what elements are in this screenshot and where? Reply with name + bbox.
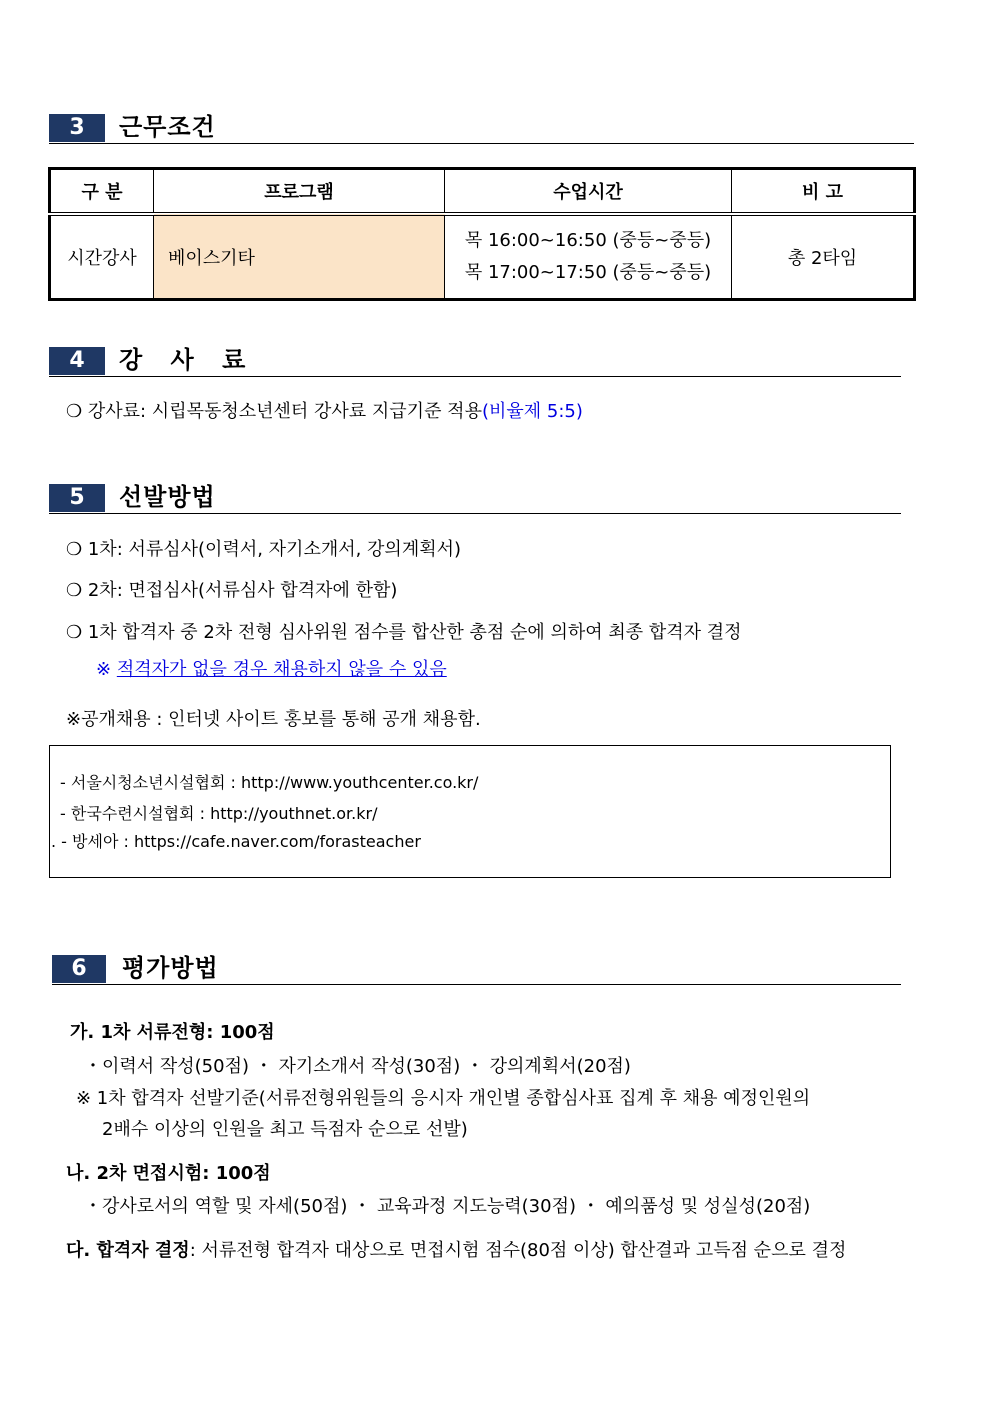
note-mark: ※ [96, 659, 117, 680]
work-conditions-table [48, 167, 916, 301]
section-title-evaluation: 평가방법 [122, 954, 219, 982]
header-category: 구 분 [50, 169, 154, 215]
section-number-5: 5 [49, 484, 105, 512]
list-item: ❍ 2차: 면접심사(서류심사 합격자에 한함) [66, 580, 398, 601]
header-class-time: 수업시간 [445, 169, 732, 215]
section-title-fee: 강 사 료 [119, 346, 256, 374]
fee-text: ❍ 강사료: 시립목동청소년센터 강사료 지급기준 적용 [66, 401, 482, 422]
eval-a-title: 가. 1차 서류전형: 100점 [70, 1022, 275, 1043]
eval-c-text: : 서류전형 합격자 대상으로 면접시험 점수(80점 이상) 합산결과 고득점 순으로 결정 [189, 1240, 847, 1261]
eval-a-item: ・이력서 작성(50점) ・ 자기소개서 작성(30점) ・ 강의계획서(20점) [84, 1056, 631, 1077]
time-slot-2: 목 17:00~17:50 (중등~중등) [464, 262, 712, 283]
section-divider [49, 143, 914, 144]
fee-item [66, 400, 583, 424]
table-header-row [50, 169, 915, 215]
section-title-work-conditions: 근무조건 [119, 113, 216, 141]
list-item: ❍ 1차: 서류심사(이력서, 자기소개서, 강의계획서) [66, 539, 462, 560]
site-link[interactable]: . - 방세아 : https://cafe.naver.com/forasteacher [51, 832, 421, 851]
cell-time [445, 214, 732, 300]
cell-note: 총 2타임 [732, 214, 915, 300]
site-link[interactable]: - 서울시청소년시설협회 : http://www.youthcenter.co.kr/ [60, 773, 479, 792]
section-title-selection: 선발방법 [119, 483, 216, 511]
header-note: 비 고 [732, 169, 915, 215]
table-row [50, 214, 915, 300]
section-number-6: 6 [52, 955, 106, 983]
time-slot-1: 목 16:00~16:50 (중등~중등) [464, 230, 712, 251]
sites-box [49, 745, 891, 878]
eval-b-title: 나. 2차 면접시험: 100점 [66, 1163, 271, 1184]
cell-program: 베이스기타 [154, 214, 445, 300]
selection-note [96, 658, 447, 682]
list-item: ❍ 1차 합격자 중 2차 전형 심사위원 점수를 합산한 총점 순에 의하여 최종 합격자 결정 [66, 622, 742, 643]
section-number-4: 4 [49, 347, 105, 375]
note-link[interactable]: 적격자가 없을 경우 채용하지 않을 수 있음 [116, 659, 447, 680]
eval-b-item: ・강사로서의 역할 및 자세(50점) ・ 교육과정 지도능력(30점) ・ 예의품성 및 성실성(20점) [84, 1196, 811, 1217]
eval-c-title: 다. 합격자 결정 [66, 1240, 190, 1261]
eval-a-note-1: ※ 1차 합격자 선발기준(서류전형위원들의 응시자 개인별 종합심사표 집계 후 채용 예정인원의 [76, 1088, 811, 1109]
fee-ratio: (비율제 5:5) [481, 401, 583, 422]
eval-c [66, 1239, 846, 1263]
section-number-3: 3 [49, 114, 105, 142]
section-divider [49, 376, 901, 377]
header-program: 프로그램 [154, 169, 445, 215]
eval-a-note-2: 2배수 이상의 인원을 최고 득점자 순으로 선발) [102, 1119, 468, 1140]
site-link[interactable]: - 한국수련시설협회 : http://youthnet.or.kr/ [60, 804, 378, 823]
cell-type: 시간강사 [50, 214, 154, 300]
section-divider [52, 984, 901, 985]
section-divider [49, 513, 901, 514]
open-recruitment: ※공개채용 : 인터넷 사이트 홍보를 통해 공개 채용함. [66, 709, 481, 730]
